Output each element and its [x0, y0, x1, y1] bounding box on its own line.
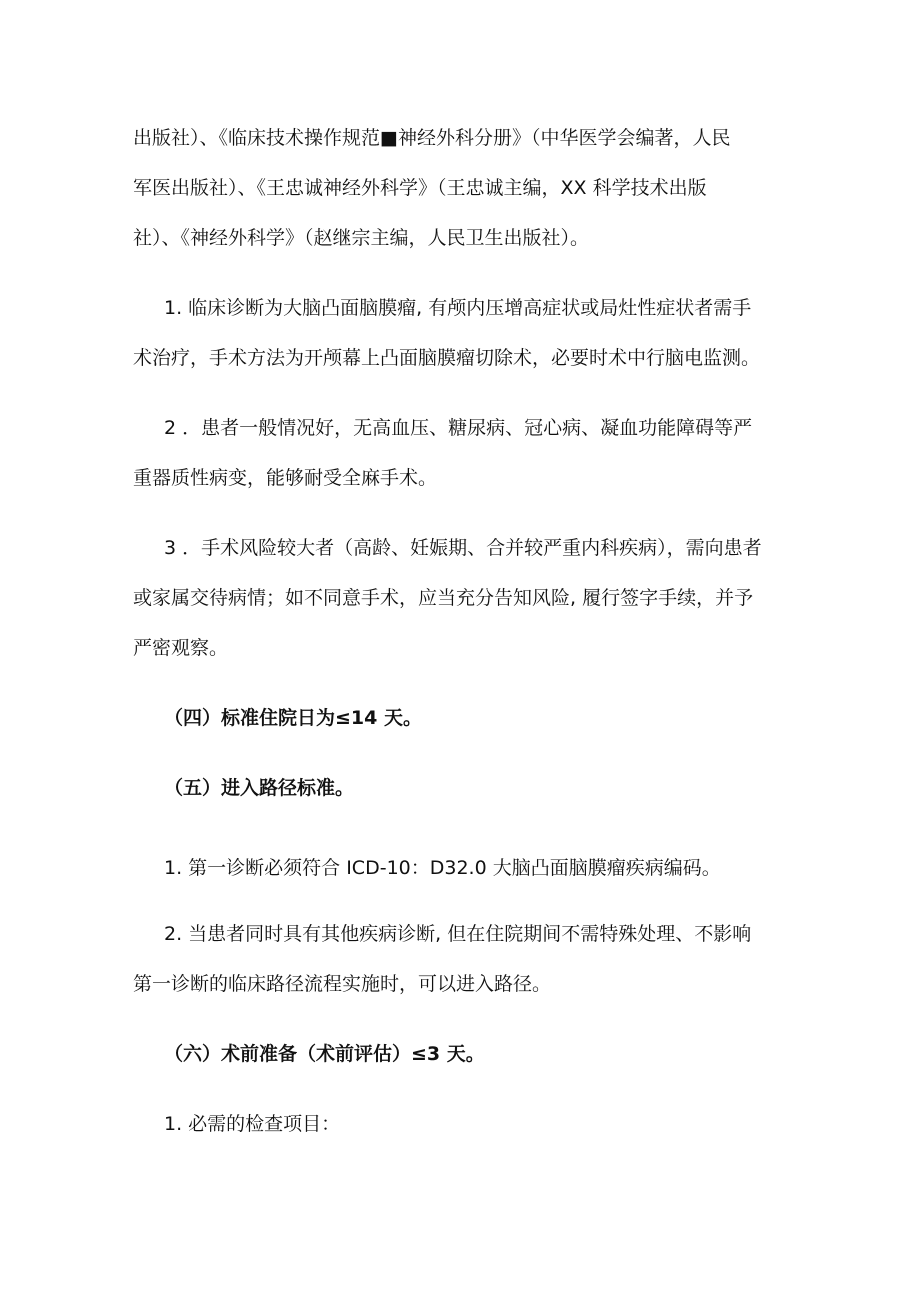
indication-3-line-2: 或家属交待病情；如不同意手术，应当充分告知风险, 履行签字手续，并予 [133, 587, 754, 609]
pathway-item-1: 1. 第一诊断必须符合 ICD-10：D32.0 大脑凸面脑膜瘤疾病编码。 [164, 857, 721, 879]
indication-3-line-1: 3 ．手术风险较大者（高龄、妊娠期、合并较严重内科疾病），需向患者 [164, 537, 762, 559]
pathway-item-2-line-2: 第一诊断的临床路径流程实施时，可以进入路径。 [133, 973, 552, 995]
continuation-line-3: 社）、《神经外科学》（赵继宗主编，人民卫生出版社）。 [133, 227, 590, 249]
section-heading-4: （四）标准住院日为≤14 天。 [164, 707, 422, 729]
indication-2-line-2: 重器质性病变，能够耐受全麻手术。 [133, 467, 438, 489]
continuation-line-2: 军医出版社）、《王忠诚神经外科学》（王忠诚主编，XX 科学技术出版 [133, 177, 707, 199]
section-heading-5: （五）进入路径标准。 [164, 777, 355, 799]
indication-2-line-1: 2 ．患者一般情况好，无高血压、糖尿病、冠心病、凝血功能障碍等严 [164, 417, 753, 439]
pathway-item-2-line-1: 2. 当患者同时具有其他疾病诊断, 但在住院期间不需特殊处理、不影响 [164, 923, 752, 945]
indication-1-line-1: 1. 临床诊断为大脑凸面脑膜瘤, 有颅内压增高症状或局灶性症状者需手 [164, 297, 752, 319]
indication-3-line-3: 严密观察。 [133, 637, 229, 659]
section-heading-6: （六）术前准备（术前评估）≤3 天。 [164, 1043, 485, 1065]
indication-1-line-2: 术治疗，手术方法为开颅幕上凸面脑膜瘤切除术，必要时术中行脑电监测。 [133, 347, 761, 369]
continuation-line-1: 出版社）、《临床技术操作规范■神经外科分册》（中华医学会编著，人民 [133, 127, 731, 149]
prep-item-1: 1. 必需的检查项目： [164, 1113, 341, 1135]
